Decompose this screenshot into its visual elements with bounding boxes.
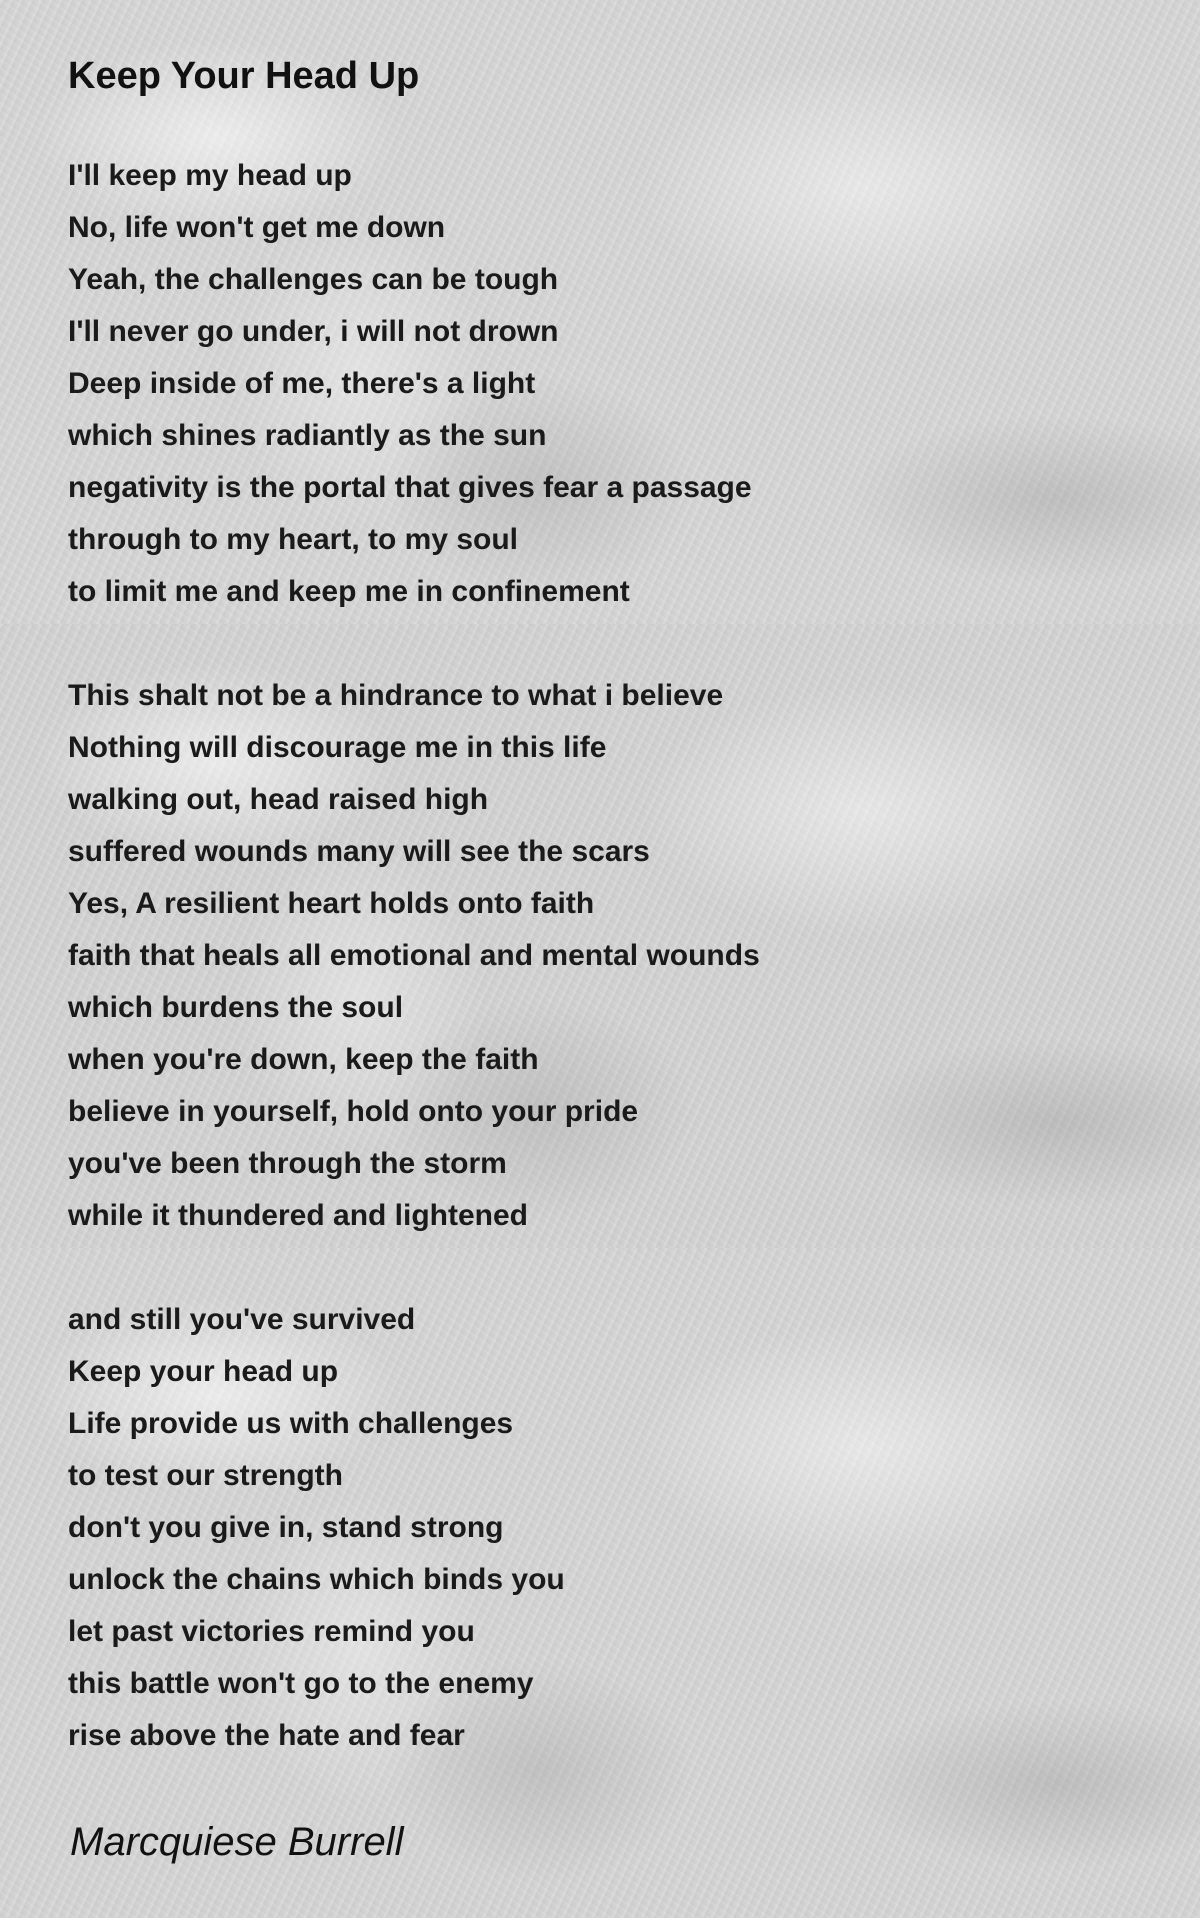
poem-line: Nothing will discourage me in this life [68,731,607,764]
poem-line: suffered wounds many will see the scars [68,835,650,868]
poem-title: Keep Your Head Up [68,55,420,97]
poem-line: through to my heart, to my soul [68,523,519,556]
stanza-3 [68,1294,565,1762]
poem-line: No, life won't get me down [68,211,446,244]
poem-line: This shalt not be a hindrance to what i believe [68,679,724,712]
poem-line: Yeah, the challenges can be tough [68,263,559,296]
poem-line: Keep your head up [68,1355,339,1388]
poem-line: Life provide us with challenges [68,1407,514,1440]
poem-line: I'll keep my head up [68,159,352,192]
poem-line: which shines radiantly as the sun [68,419,547,452]
poem-line: believe in yourself, hold onto your pride [68,1095,639,1128]
poem-line: let past victories remind you [68,1615,475,1648]
poem-line: I'll never go under, i will not drown [68,315,559,348]
poem-line: walking out, head raised high [68,783,489,816]
poem-line: Deep inside of me, there's a light [68,367,536,400]
poem-line: you've been through the storm [68,1147,507,1180]
poem-line: this battle won't go to the enemy [68,1667,534,1700]
poem-line: while it thundered and lightened [68,1199,529,1232]
poem-line: to limit me and keep me in confinement [68,575,630,608]
poem-line: Yes, A resilient heart holds onto faith [68,887,595,920]
poem-line: faith that heals all emotional and mental wounds [68,939,760,972]
poem-author: Marcquiese Burrell [70,1820,404,1864]
poem-line: and still you've survived [68,1303,416,1336]
poem-line: which burdens the soul [68,991,404,1024]
stanza-2 [68,670,760,1242]
poem-line: rise above the hate and fear [68,1719,465,1752]
poem-line: when you're down, keep the faith [68,1043,539,1076]
stanza-1 [68,150,752,618]
poem-line: to test our strength [68,1459,343,1492]
poem-line: negativity is the portal that gives fear a passage [68,471,752,504]
poem-line: unlock the chains which binds you [68,1563,565,1596]
poem-line: don't you give in, stand strong [68,1511,504,1544]
